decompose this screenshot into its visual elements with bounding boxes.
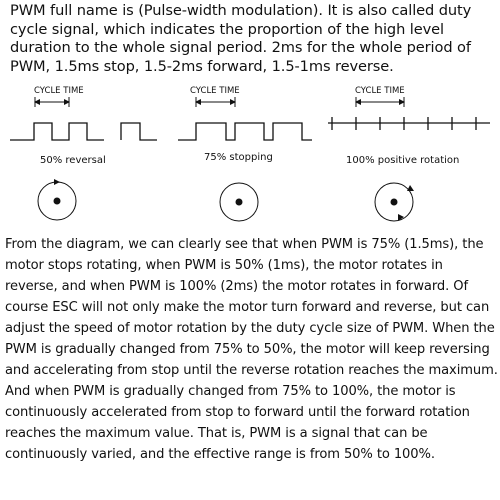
intro-paragraph: PWM full name is (Pulse-width modulation). It is also called duty cycle signal, which indicates the proportion of the high level duration to the whole signal period. 2ms for the whole period of PWM, 1.5ms stop, 1.5-2ms forward, 1.5-1ms reverse. (10, 2, 472, 75)
pwm-waveform-50-tail (121, 123, 157, 140)
motor-shaft-dot-2 (236, 199, 243, 206)
pwm-diagram (0, 80, 500, 230)
reverse-rotation-arrow-icon (54, 179, 60, 185)
motor-shaft-dot-3 (391, 199, 398, 206)
panel-100-percent (328, 86, 490, 221)
caption-100-positive-rotation: 100% positive rotation (346, 155, 460, 166)
explanation-paragraph: From the diagram, we can clearly see that when PWM is 75% (1.5ms), the motor stops rotating, when PWM is 50% (1ms), the motor rotates in reverse, and when PWM is 100% (2ms) the motor rotates in forward. Of course ESC will not only make the motor turn forward and reverse, but can adjust the speed of motor rotation by the duty cycle size of PWM. When the PWM is gradually changed from 75% to 50%, the motor will keep reversing and accelerating from stop until the reverse rotation reaches the maximum. And when PWM is gradually changed from 75% to 100%, the motor is continuously accelerated from stop to forward until the forward rotation reaches the maximum value. That is, PWM is a signal that can be continuously varied, and the effective range is from 50% to 100%. (5, 237, 498, 462)
caption-75-stopping: 75% stopping (204, 152, 273, 163)
motor-shaft-dot-1 (54, 198, 61, 205)
panel-50-percent (10, 86, 157, 220)
forward-rotation-arrow-top-icon (407, 185, 414, 191)
pwm-waveform-75 (178, 123, 312, 140)
panel-75-percent (178, 86, 312, 221)
cycle-time-label-3: CYCLE TIME (355, 86, 405, 96)
pwm-waveform-50 (10, 123, 104, 140)
cycle-time-label-1: CYCLE TIME (34, 86, 84, 96)
caption-50-reversal: 50% reversal (40, 155, 106, 166)
cycle-time-label-2: CYCLE TIME (190, 86, 240, 96)
